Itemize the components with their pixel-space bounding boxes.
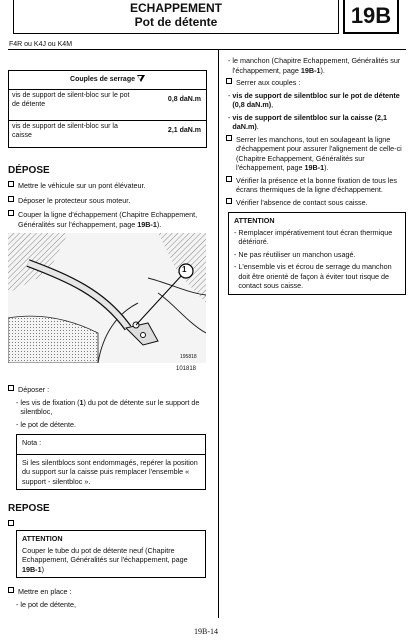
checkbox-icon xyxy=(8,587,14,593)
list-item: - Ne pas réutiliser un manchon usagé. xyxy=(234,249,356,259)
torque-label: vis de support de silent-bloc sur la caisse xyxy=(12,123,118,139)
torque-value: 2,1 daN.m xyxy=(167,127,201,134)
exhaust-illustration xyxy=(8,233,206,363)
list-item: Couper la ligne d'échappement (Chapitre Echappement, Généralités sur l'échappement, page 19B-1). xyxy=(8,210,207,229)
list-item xyxy=(8,520,207,526)
checkbox-icon xyxy=(8,385,14,391)
table-row xyxy=(9,121,206,147)
column-divider xyxy=(218,50,219,618)
depose-steps xyxy=(8,181,207,229)
figure-callout: 1 xyxy=(182,265,187,274)
torque-label: vis de support de silent-bloc sur le pot de détente xyxy=(12,92,130,108)
list-item: Serrer aux couples : xyxy=(226,78,408,88)
page-subtitle: Pot de détente xyxy=(134,15,218,29)
checkbox-icon xyxy=(226,78,232,84)
list-item: Mettre en place : xyxy=(8,587,207,597)
table-row xyxy=(9,90,206,121)
list-item: Déposer le protecteur sous moteur. xyxy=(8,196,207,206)
list-item: Vérifier la présence et la bonne fixation de tous les écrans thermiques de la ligne d'échappement. xyxy=(226,176,408,195)
note-box xyxy=(16,434,206,490)
page-number: 19B-14 xyxy=(194,627,218,636)
list-item: - Remplacer impérativement tout écran thermique détérioré. xyxy=(234,227,393,246)
checkbox-icon xyxy=(8,196,14,202)
checkbox-icon xyxy=(226,135,232,141)
note-title: Nota : xyxy=(22,438,42,447)
list-item: - vis de support de silentbloc sur la caisse (2,1 daN.m). xyxy=(228,112,388,131)
repose-heading: REPOSE xyxy=(8,503,50,514)
list-item: Mettre le véhicule sur un pont élévateur. xyxy=(8,181,207,191)
list-item: - L'ensemble vis et écrou de serrage du manchon doit être orienté de façon à éviter tout risque de contact sous caisse. xyxy=(234,262,392,290)
checkbox-icon xyxy=(226,176,232,182)
torque-table xyxy=(8,70,207,148)
checkbox-icon xyxy=(8,210,14,216)
engine-types: F4R ou K4J ou K4M xyxy=(8,40,406,50)
repose-section xyxy=(8,520,207,609)
torque-triangle-icon xyxy=(137,75,145,82)
note-text: Si les silentblocs sont endommagés, repérer la position du support sur la caisse puis remplacer l'ensemble « support - silentbloc ». xyxy=(17,454,205,487)
checkbox-icon xyxy=(8,181,14,187)
checkbox-icon xyxy=(8,520,14,526)
list-item: - vis de support de silentbloc sur le pot de détente (0,8 daN.m), xyxy=(228,90,400,109)
attention-text: Couper le tube du pot de détente neuf (Chapitre Echappement, Généralités sur l'échappement, page 19B-1) xyxy=(22,545,188,574)
right-column xyxy=(226,56,408,295)
list-item: Déposer : xyxy=(8,385,207,395)
checkbox-icon xyxy=(226,198,232,204)
depose-heading: DÉPOSE xyxy=(8,165,50,176)
list-item: Serrer les manchons, tout en soulageant la ligne d'échappement pour assurer l'alignement de celle-ci (Chapitre Echappement, Généralités sur l'échappement, page 19B-1). xyxy=(226,135,408,173)
title-box xyxy=(13,0,339,34)
exhaust-figure xyxy=(8,233,206,363)
list-item: - le manchon (Chapitre Echappement, Généralités sur l'échappement, page 19B-1). xyxy=(228,56,401,75)
page-title: ECHAPPEMENT xyxy=(129,1,222,15)
attention-title: ATTENTION xyxy=(22,534,63,543)
attention-title: ATTENTION xyxy=(234,216,275,225)
list-item: - le pot de détente, xyxy=(16,599,76,609)
attention-box xyxy=(16,530,206,578)
list-item: Vérifier l'absence de contact sous caisse. xyxy=(226,198,408,208)
torque-value: 0,8 daN.m xyxy=(167,96,201,103)
figure-number: 101818 xyxy=(176,366,197,372)
section-code: 19B xyxy=(343,0,399,34)
list-item: - le pot de détente. xyxy=(16,419,76,429)
torque-table-header: Couples de serrage xyxy=(9,71,206,90)
attention-box xyxy=(228,212,406,295)
list-item: - les vis de fixation (1) du pot de détente sur le support de silentbloc, xyxy=(16,397,200,416)
figure-small-ref: 195818 xyxy=(180,354,197,360)
deposer-section xyxy=(8,385,207,490)
